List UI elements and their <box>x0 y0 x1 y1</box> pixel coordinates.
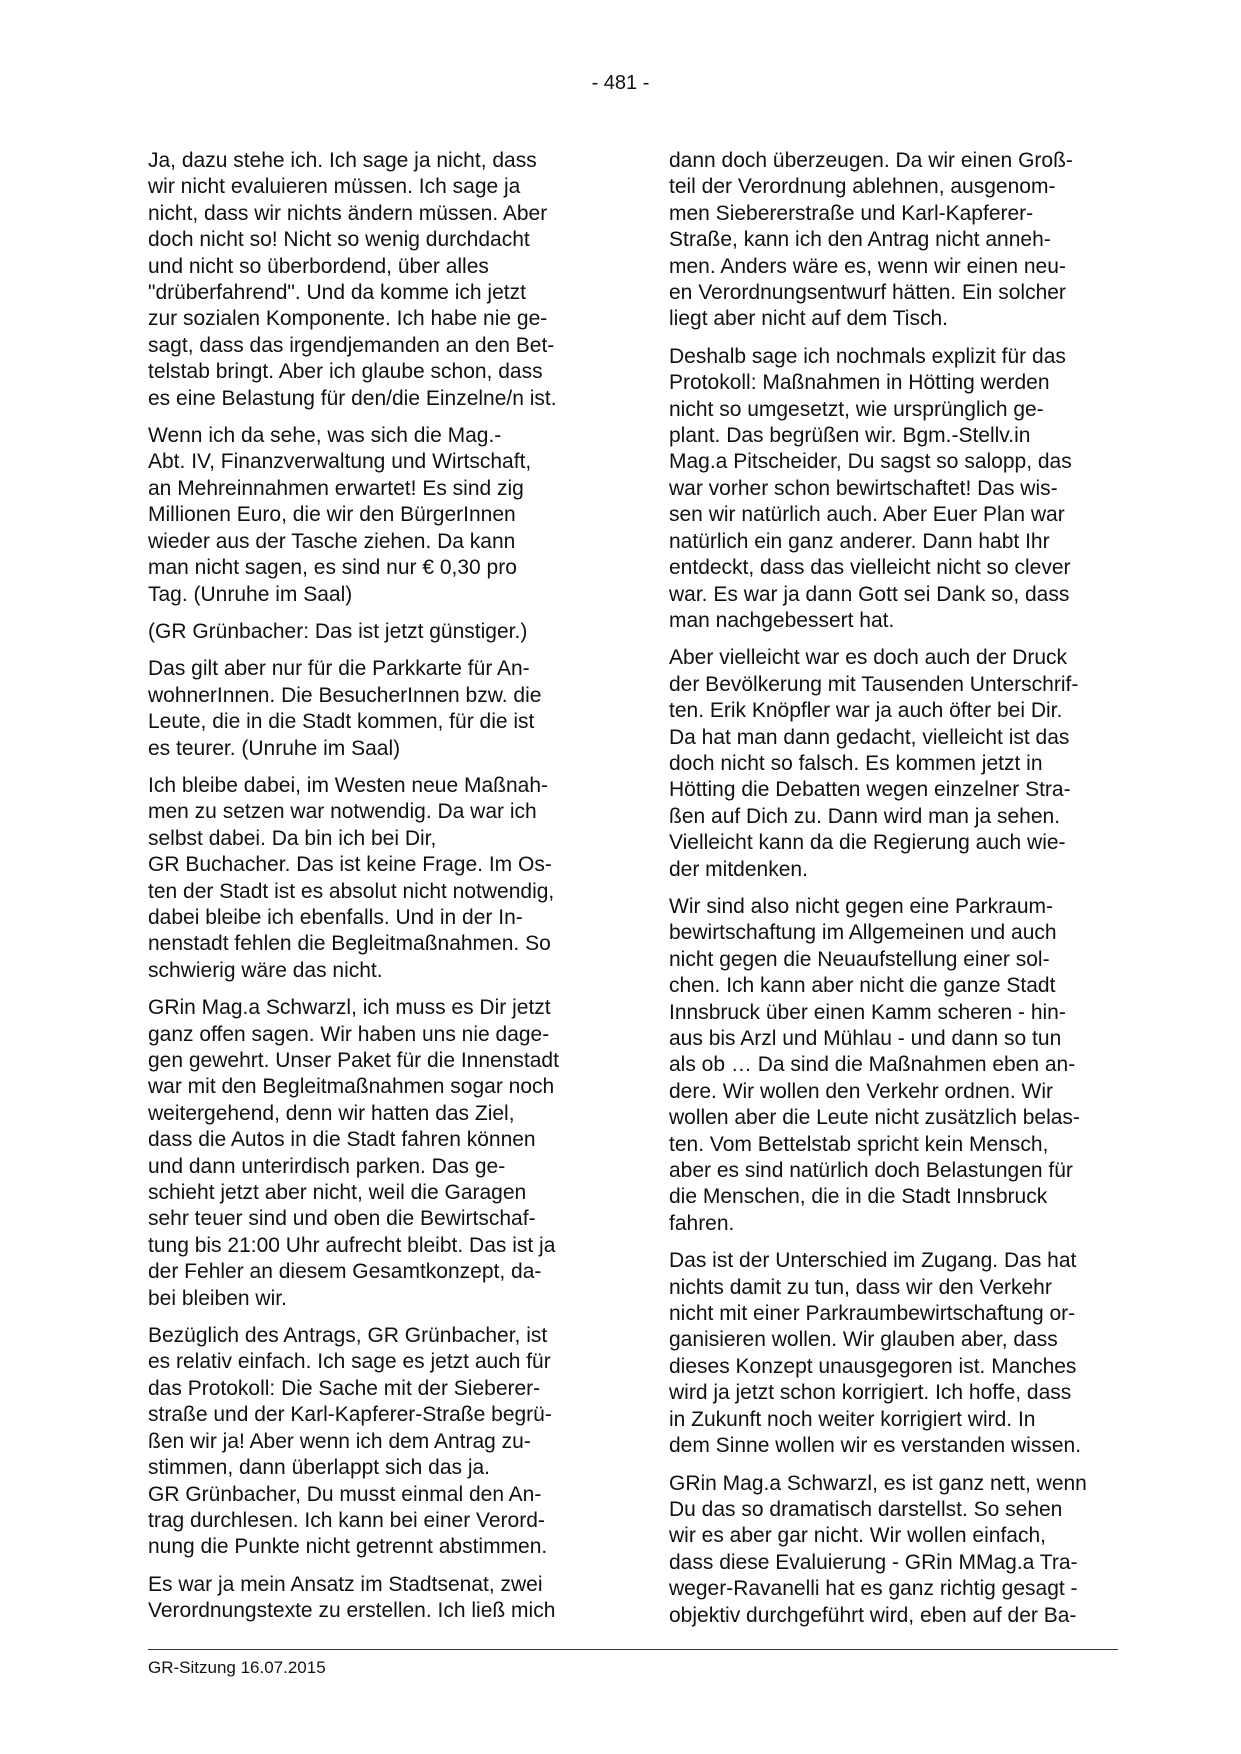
paragraph: Bezüglich des Antrags, GR Grünbacher, ist es relativ einfach. Ich sage es jetzt auch für das Protokoll: Die Sache mit der Sieberer- straße und der Karl-Kapferer-Straße begrü- ßen wir ja! Aber wenn ich dem Antrag zu- stimmen, dann überlappt sich das ja. GR Grünbacher, Du musst einmal den An- trag durchlesen. Ich kann bei einer Verord- nung die Punkte nicht getrennt abstimmen. <box>148 1324 552 1559</box>
paragraph: Ja, dazu stehe ich. Ich sage ja nicht, dass wir nicht evaluieren müssen. Ich sage ja nicht, dass wir nichts ändern müssen. Aber doch nicht so! Nicht so wenig durchdacht und nicht so überbordend, über alles "drüberfahrend". Und da komme ich jetzt zur sozialen Komponente. Ich habe nie ge- sagt, dass das irgendjemanden an den Bet- telstab bringt. Aber ich glaube schon, dass es eine Belastung für den/die Einzelne/n ist. <box>148 149 557 410</box>
footer-divider <box>148 1649 1118 1650</box>
paragraph: Wenn ich da sehe, was sich die Mag.- Abt. IV, Finanzverwaltung und Wirtschaft, an Mehreinnahmen erwartet! Es sind zig Millionen Euro, die wir den BürgerInnen wieder aus der Tasche ziehen. Da kann man nicht sagen, es sind nur € 0,30 pro Tag. (Unruhe im Saal) <box>148 424 532 606</box>
paragraph: GRin Mag.a Schwarzl, es ist ganz nett, wenn Du das so dramatisch darstellst. So sehen wir es aber gar nicht. Wir wollen einfach, dass diese Evaluierung - GRin MMag.a Tra- weger-Ravanelli hat es ganz richtig gesagt - objektiv durchgeführt wird, eben auf der Ba- <box>669 1471 1087 1627</box>
paragraph: (GR Grünbacher: Das ist jetzt günstiger.) <box>148 619 528 643</box>
paragraph: Wir sind also nicht gegen eine Parkraum- bewirtschaftung im Allgemeinen und auch nicht gegen die Neuaufstellung einer sol- chen. Ich kann aber nicht die ganze Stadt Innsbruck über einen Kamm scheren - hin- aus bis Arzl und Mühlau - und dann so tun als ob … Da sind die Maßnahmen eben an- dere. Wir wollen den Verkehr ordnen. Wir wollen aber die Leute nicht zusätzlich belas- ten. Vom Bettelstab spricht kein Mensch, aber es sind natürlich doch Belastungen für die Menschen, die in die Stadt Innsbruck fahren. <box>669 894 1080 1235</box>
paragraph: Es war ja mein Ansatz im Stadtsenat, zwei Verordnungstexte zu erstellen. Ich ließ mich <box>148 1572 556 1623</box>
paragraph: Das ist der Unterschied im Zugang. Das hat nichts damit zu tun, dass wir den Verkehr nicht mit einer Parkraumbewirtschaftung or- ganisieren wollen. Wir glauben aber, dass dieses Konzept unausgegoren ist. Manches wird ja jetzt schon korrigiert. Ich hoffe, dass in Zukunft noch weiter korrigiert wird. In dem Sinne wollen wir es verstanden wissen. <box>669 1249 1082 1458</box>
paragraph: dann doch überzeugen. Da wir einen Groß- teil der Verordnung ablehnen, ausgenom- men Siebererstraße und Karl-Kapferer- Straße, kann ich den Antrag nicht anneh- men. Anders wäre es, wenn wir einen neu- en Verordnungsentwurf hätten. Ein solcher liegt aber nicht auf dem Tisch. <box>669 149 1073 331</box>
paragraph: Das gilt aber nur für die Parkkarte für An- wohnerInnen. Die BesucherInnen bzw. die Leute, die in die Stadt kommen, für die ist es teurer. (Unruhe im Saal) <box>148 657 542 760</box>
right-column <box>669 148 1121 1640</box>
paragraph: Ich bleibe dabei, im Westen neue Maßnah- men zu setzen war notwendig. Da war ich selbst dabei. Da bin ich bei Dir, GR Buchacher. Das ist keine Frage. Im Os- ten der Stadt ist es absolut nicht notwendig, dabei bleibe ich ebenfalls. Und in der In- nenstadt fehlen die Begleitmaßnahmen. So schwierig wäre das nicht. <box>148 773 555 982</box>
left-column <box>148 148 600 1636</box>
footer-text: GR-Sitzung 16.07.2015 <box>148 1658 326 1677</box>
page-number: - 481 - <box>591 72 650 94</box>
paragraph: Deshalb sage ich nochmals explizit für das Protokoll: Maßnahmen in Hötting werden nicht so umgesetzt, wie ursprünglich ge- plant. Das begrüßen wir. Bgm.-Stellv.in Mag.a Pitscheider, Du sagst so salopp, das war vorher schon bewirtschaftet! Das wis- sen wir natürlich auch. Aber Euer Plan war natürlich ein ganz anderer. Dann habt Ihr entdeckt, dass das vielleicht nicht so clever war. Es war ja dann Gott sei Dank so, dass man nachgebessert hat. <box>669 344 1072 632</box>
paragraph: GRin Mag.a Schwarzl, ich muss es Dir jetzt ganz offen sagen. Wir haben uns nie dage- gen gewehrt. Unser Paket für die Innenstadt war mit den Begleitmaßnahmen sogar noch weitergehend, denn wir hatten das Ziel, dass die Autos in die Stadt fahren können und dann unterirdisch parken. Das ge- schieht jetzt aber nicht, weil die Garagen sehr teuer sind und oben die Bewirtschaf- tung bis 21:00 Uhr aufrecht bleibt. Das ist ja der Fehler an diesem Gesamtkonzept, da- bei bleiben wir. <box>148 996 559 1310</box>
paragraph: Aber vielleicht war es doch auch der Druck der Bevölkerung mit Tausenden Unterschrif- ten. Erik Knöpfler war ja auch öfter bei Dir. Da hat man dann gedacht, vielleicht ist das doch nicht so falsch. Es kommen jetzt in Hötting die Debatten wegen einzelner Stra- ßen auf Dich zu. Dann wird man ja sehen. Vielleicht kann da die Regierung auch wie- der mitdenken. <box>669 646 1079 881</box>
